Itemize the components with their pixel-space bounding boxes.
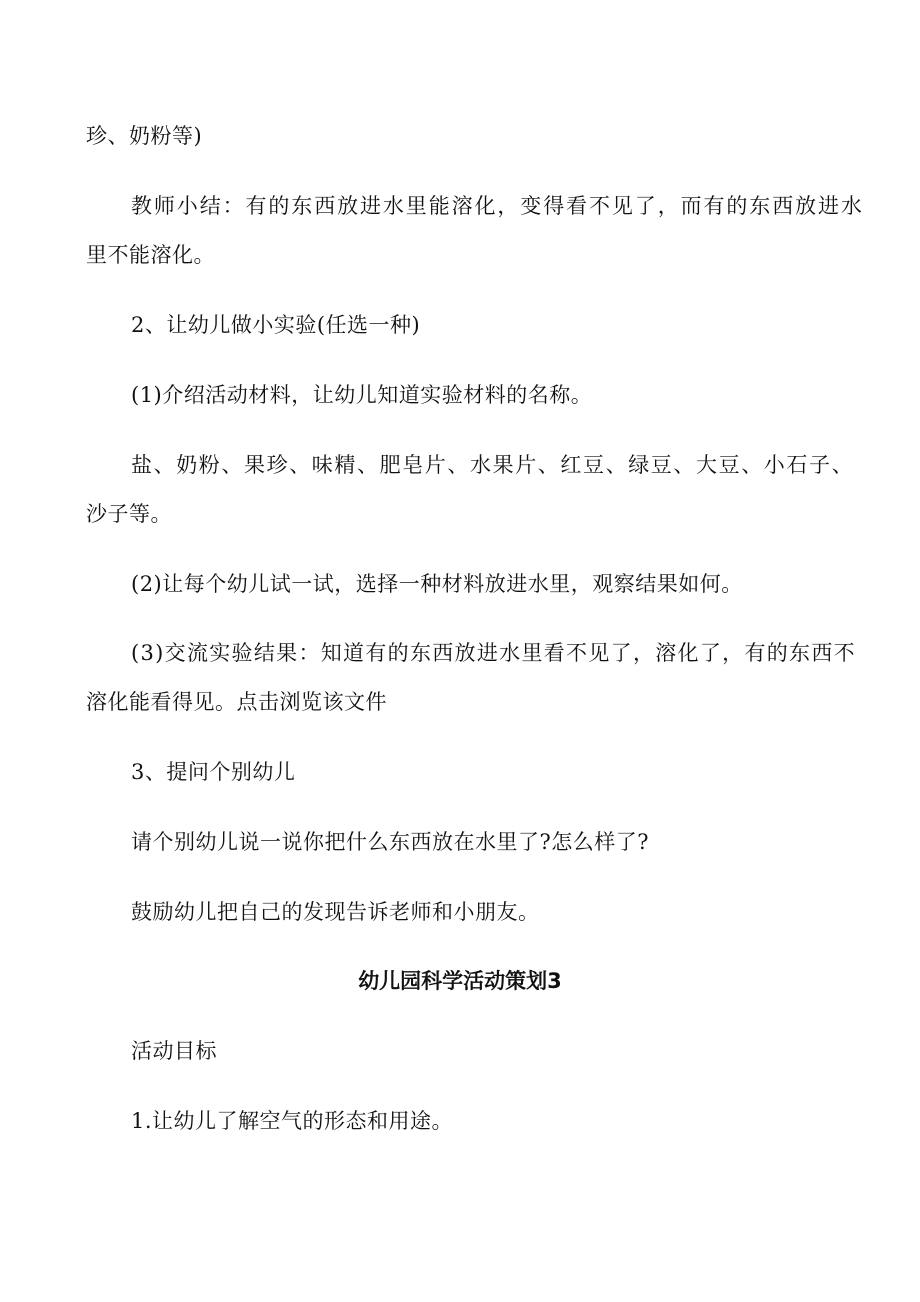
paragraph-line: 1.让幼儿了解空气的形态和用途。 bbox=[131, 1109, 454, 1133]
paragraph-line: 鼓励幼儿把自己的发现告诉老师和小朋友。 bbox=[131, 900, 540, 924]
paragraph-line: 盐、奶粉、果珍、味精、肥皂片、水果片、红豆、绿豆、大豆、小石子、 bbox=[131, 453, 855, 477]
paragraph-line: 请个别幼儿说一说你把什么东西放在水里了?怎么样了? bbox=[131, 830, 650, 854]
paragraph-line: 2、让幼儿做小实验(任选一种) bbox=[131, 313, 421, 337]
paragraph-line: 3、提问个别幼儿 bbox=[131, 760, 296, 784]
paragraph-line: 珍、奶粉等) bbox=[86, 124, 203, 148]
paragraph-line: 沙子等。 bbox=[86, 502, 172, 526]
paragraph-line: 溶化能看得见。点击浏览该文件 bbox=[86, 690, 387, 714]
paragraph-line: 里不能溶化。 bbox=[86, 243, 215, 267]
paragraph-line: (2)让每个幼儿试一试，选择一种材料放进水里，观察结果如何。 bbox=[131, 572, 743, 596]
section-heading: 幼儿园科学活动策划3 bbox=[358, 969, 562, 993]
paragraph-line: 教师小结：有的东西放进水里能溶化，变得看不见了，而有的东西放进水 bbox=[131, 194, 864, 218]
paragraph-line: (3)交流实验结果：知道有的东西放进水里看不见了，溶化了，有的东西不 bbox=[131, 641, 856, 665]
paragraph-line: 活动目标 bbox=[131, 1039, 217, 1063]
paragraph-line: (1)介绍活动材料，让幼儿知道实验材料的名称。 bbox=[131, 383, 593, 407]
